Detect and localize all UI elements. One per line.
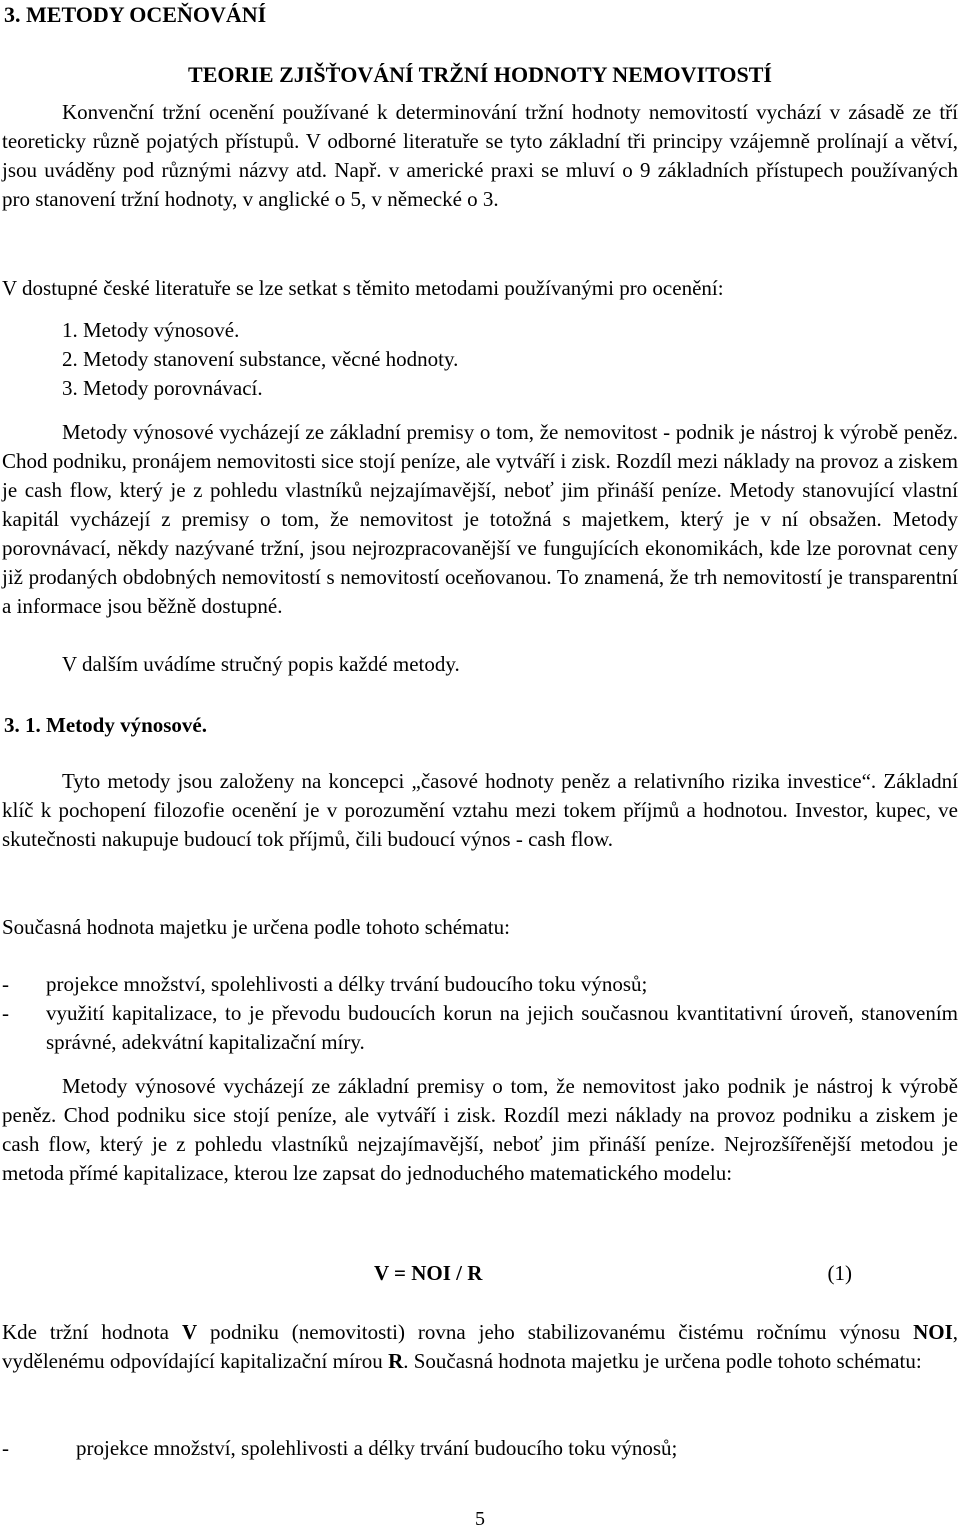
list-item: 3. Metody porovnávací. <box>62 376 263 400</box>
schema-list <box>2 970 958 1057</box>
text-span: . Současná hodnota majetku je určena podle tohoto schématu: <box>403 1349 922 1373</box>
paragraph-schema-lead: Současná hodnota majetku je určena podle tohoto schématu: <box>2 915 510 939</box>
list-item-text: využití kapitalizace, to je převodu budoucích korun na jejich současnou kvantitativní úroveň, stanovením správné, adekvátní kapitalizační míry. <box>46 1001 958 1054</box>
paragraph-methods-desc: Metody výnosové vycházejí ze základní premisy o tom, že nemovitost - podnik je nástroj k výrobě peněz. Chod podniku, pronájem nemovitosti sice stojí peníze, ale vytváří i zisk. Rozdíl mezi náklady na provoz a ziskem je cash flow, který je z pohledu vlastníků nejzajímavější, neboť jim přináší peníze. Metody stanovující vlastní kapitál vycházejí z premisy o tom, že nemovitost je totožná s majetkem, který je v ní obsažen. Metody porovnávací, někdy nazývané tržní, jsou nejrozpracovanější ve fungujících ekonomikách, kde lze porovnat ceny již prodaných obdobných nemovitostí s nemovitostí oceňovanou. To znamená, že trh nemovitostí je transparentní a informace jsou běžně dostupné. <box>2 420 958 618</box>
list-item <box>2 999 958 1057</box>
final-list <box>2 1434 958 1463</box>
text-span: , vyděleném​u odpovídající kapitalizační mírou <box>2 1320 959 1373</box>
formula <box>0 1259 960 1289</box>
methods-list <box>62 316 458 403</box>
list-marker: - <box>2 972 9 996</box>
page-number: 5 <box>475 1508 485 1530</box>
variable-r: R <box>388 1349 404 1373</box>
paragraph-income-desc: Metody výnosové vycházejí ze základní premisy o tom, že nemovitost jako podnik je nástroj k výrobě peněz. Chod podniku sice stojí peníze, ale vytváří i zisk. Rozdíl mezi náklady na provoz podniku a ziskem je cash flow, který je z pohledu vlastníků nejzajímavější, neboť jim přináší peníze. Nejrozšířenější metodou je metoda přímé kapitalizace, kterou lze zapsat do jednoduchého matematického modelu: <box>2 1074 958 1185</box>
list-marker: - <box>2 1436 9 1460</box>
formula-number: (1) <box>827 1261 852 1285</box>
text-span: Kde tržní hodnota <box>2 1320 182 1344</box>
paragraph-methods-lead: V dostupné české literatuře se lze setkat s těmito metodami používanými pro ocenění: <box>2 276 724 300</box>
list-marker: - <box>2 1001 9 1025</box>
section-heading: 3. METODY OCEŇOVÁNÍ <box>4 2 267 27</box>
variable-v: V <box>181 1320 198 1344</box>
list-item <box>2 1434 958 1463</box>
list-item-text: projekce množství, spolehlivosti a délky trvání budoucího toku výnosů; <box>46 972 648 996</box>
section-subtitle: TEORIE ZJIŠŤOVÁNÍ TRŽNÍ HODNOTY NEMOVITOSTÍ <box>188 62 772 87</box>
text-span: podniku (nemovitosti) rovna jeho stabilizovanému čistému ročnímu výnosu <box>197 1320 914 1344</box>
list-item: 1. Metody výnosové. <box>62 318 240 342</box>
paragraph-formula-explanation <box>2 1318 958 1376</box>
variable-noi: NOI <box>913 1320 953 1344</box>
subsection-heading: 3. 1. Metody výnosové. <box>4 713 207 737</box>
list-item-text: projekce množství, spolehlivosti a délky trvání budoucího toku výnosů; <box>76 1436 678 1460</box>
paragraph-next: V dalším uvádíme stručný popis každé metody. <box>62 652 460 676</box>
formula-expression: V = NOI / R <box>374 1261 483 1285</box>
list-item: 2. Metody stanovení substance, věcné hodnoty. <box>62 347 459 371</box>
paragraph-intro: Konvenční tržní ocenění používané k determinování tržní hodnoty nemovitostí vychází v zásadě ze tří teoreticky různě pojatých přístupů. V odborné literatuře se tyto základní tři principy vzájemně prolínají a větví, jsou uváděny pod různými názvy atd. Např. v americké praxi se mluví o 9 základních přístupech používaných pro stanovení tržní hodnoty, v anglické o 5, v německé o 3. <box>2 100 958 211</box>
paragraph-income-intro: Tyto metody jsou založeny na koncepci „časové hodnoty peněz a relativního rizika investice“. Základní klíč k pochopení filozofie ocenění je v porozumění vztahu mezi tokem příjmů a hodnotou. Investor, kupec, ve skutečnosti nakupuje budoucí tok příjmů, čili budoucí výnos - cash flow. <box>2 769 958 851</box>
list-item <box>2 970 958 999</box>
